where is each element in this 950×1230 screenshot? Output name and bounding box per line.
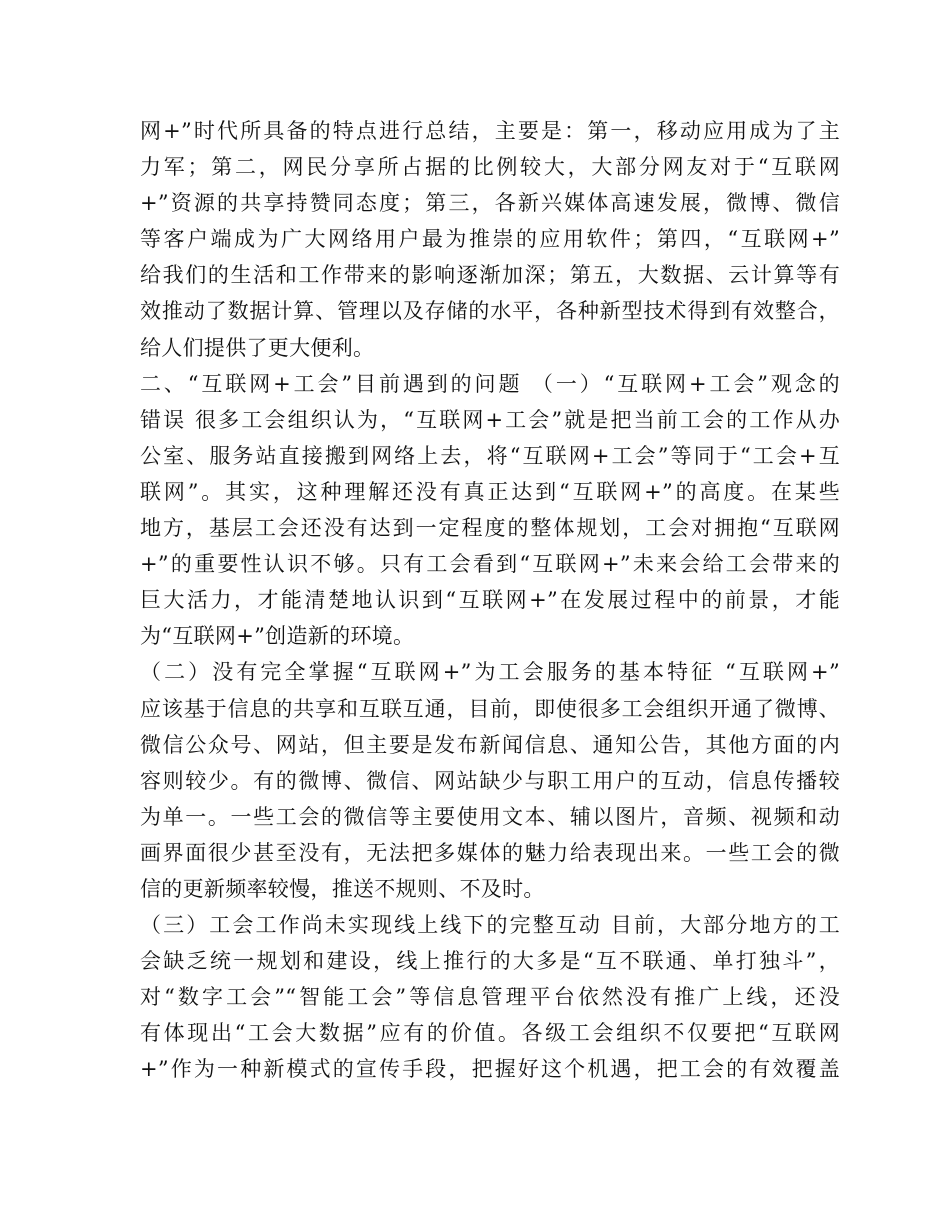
text-line: 公室、服务站直接搬到网络上去，将“互联网+工会”等同于“工会+互 — [140, 443, 840, 468]
text-line: 给我们的生活和工作带来的影响逐渐加深；第五，大数据、云计算等有 — [140, 263, 840, 288]
text-line: 地方，基层工会还没有达到一定程度的整体规划，工会对拥抱“互联网 — [140, 516, 840, 541]
text-line: 容则较少。有的微博、微信、网站缺少与职工用户的互动，信息传播较 — [140, 768, 840, 793]
text-line: +”资源的共享持赞同态度；第三，各新兴媒体高速发展，微博、微信 — [140, 191, 840, 216]
text-line: +”作为一种新模式的宣传手段，把握好这个机遇，把工会的有效覆盖 — [140, 1057, 840, 1082]
text-line: 画界面很少甚至没有，无法把多媒体的魅力给表现出来。一些工会的微 — [140, 840, 840, 865]
text-line: 效推动了数据计算、管理以及存储的水平，各种新型技术得到有效整合， — [140, 299, 840, 324]
text-line: 应该基于信息的共享和互联互通，目前，即使很多工会组织开通了微博、 — [140, 696, 840, 721]
text-line: 有体现出“工会大数据”应有的价值。各级工会组织不仅要把“互联网 — [140, 1021, 840, 1046]
text-line: 微信公众号、网站，但主要是发布新闻信息、通知公告，其他方面的内 — [140, 732, 840, 757]
text-line: 等客户端成为广大网络用户最为推崇的应用软件；第四，“互联网+” — [140, 227, 840, 252]
text-line: 信的更新频率较慢，推送不规则、不及时。 — [140, 876, 545, 901]
text-line: 会缺乏统一规划和建设，线上推行的大多是“互不联通、单打独斗”， — [140, 949, 840, 974]
text-line: 联网”。其实，这种理解还没有真正达到“互联网+”的高度。在某些 — [140, 479, 840, 504]
text-line: 为单一。一些工会的微信等主要使用文本、辅以图片，音频、视频和动 — [140, 804, 840, 829]
text-line: 对“数字工会”“智能工会”等信息管理平台依然没有推广上线，还没 — [140, 985, 840, 1010]
text-line: 为“互联网+”创造新的环境。 — [140, 624, 415, 649]
text-line: +”的重要性认识不够。只有工会看到“互联网+”未来会给工会带来的 — [140, 552, 840, 577]
text-line: （三）工会工作尚未实现线上线下的完整互动 目前，大部分地方的工 — [140, 913, 840, 938]
text-line: 巨大活力，才能清楚地认识到“互联网+”在发展过程中的前景，才能 — [140, 588, 840, 613]
text-line: （二）没有完全掌握“互联网+”为工会服务的基本特征 “互联网+” — [140, 660, 840, 685]
text-line: 错误 很多工会组织认为，“互联网+工会”就是把当前工会的工作从办 — [140, 407, 840, 432]
text-line: 网+”时代所具备的特点进行总结，主要是：第一，移动应用成为了主 — [140, 119, 840, 143]
body-text — [140, 113, 840, 1088]
text-line: 力军；第二，网民分享所占据的比例较大，大部分网友对于“互联网 — [140, 155, 840, 180]
text-line: 二、“互联网+工会”目前遇到的问题 （一）“互联网+工会”观念的 — [140, 371, 840, 396]
text-line: 给人们提供了更大便利。 — [140, 335, 375, 360]
